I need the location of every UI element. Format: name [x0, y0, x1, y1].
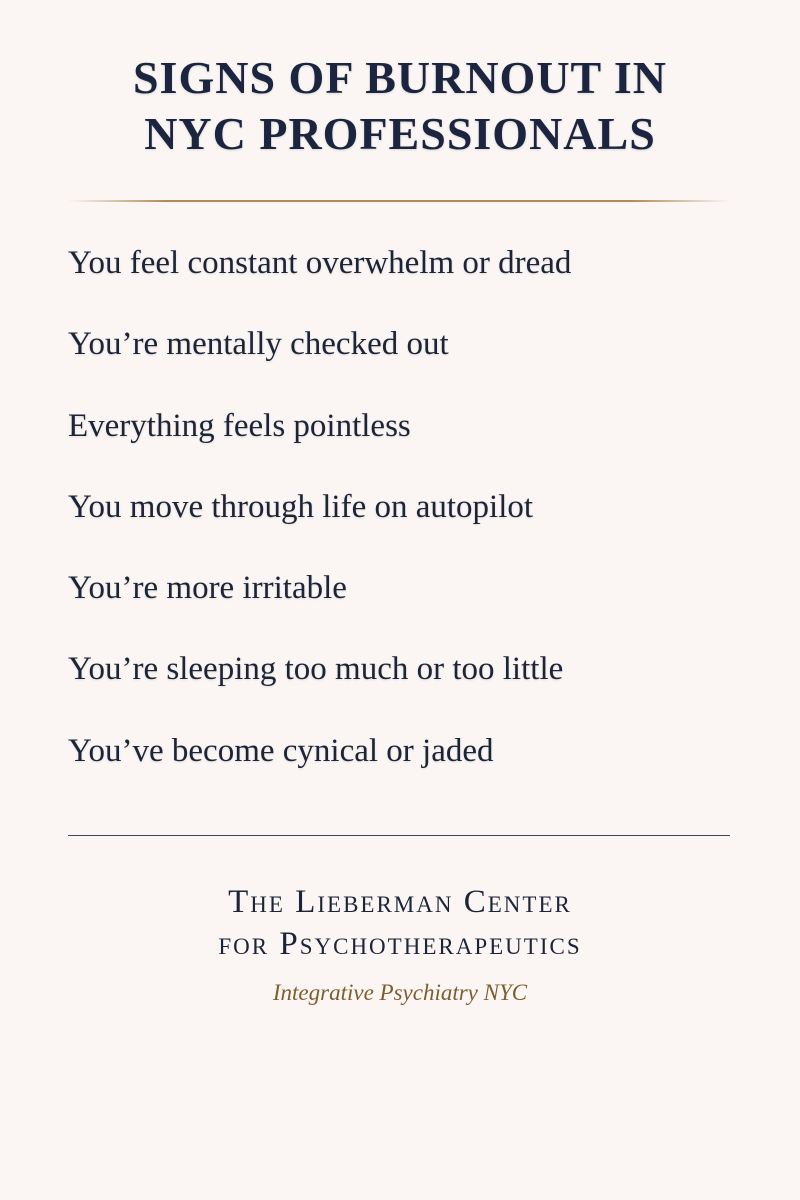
signs-list: [68, 243, 768, 812]
page-title: [0, 50, 800, 162]
org-name-line-2: for Psychotherapeutics: [218, 926, 582, 962]
org-tagline: Integrative Psychiatry NYC: [272, 980, 528, 1005]
org-name-line-1: The Lieberman Center: [228, 884, 572, 920]
sign-item: You’re sleeping too much or too little: [68, 651, 564, 688]
sign-item: You’re mentally checked out: [68, 326, 449, 363]
title-line-1: SIGNS OF BURNOUT IN: [132, 52, 668, 103]
sign-item: You move through life on autopilot: [68, 488, 534, 525]
title-line-2: NYC PROFESSIONALS: [144, 108, 656, 159]
sign-item: You’re more irritable: [68, 570, 347, 607]
sign-item: You feel constant overwhelm or dread: [68, 245, 572, 281]
sign-item: You’ve become cynical or jaded: [68, 732, 494, 769]
top-divider: [68, 200, 730, 202]
sign-item: Everything feels pointless: [68, 407, 411, 444]
bottom-divider: [68, 835, 730, 836]
